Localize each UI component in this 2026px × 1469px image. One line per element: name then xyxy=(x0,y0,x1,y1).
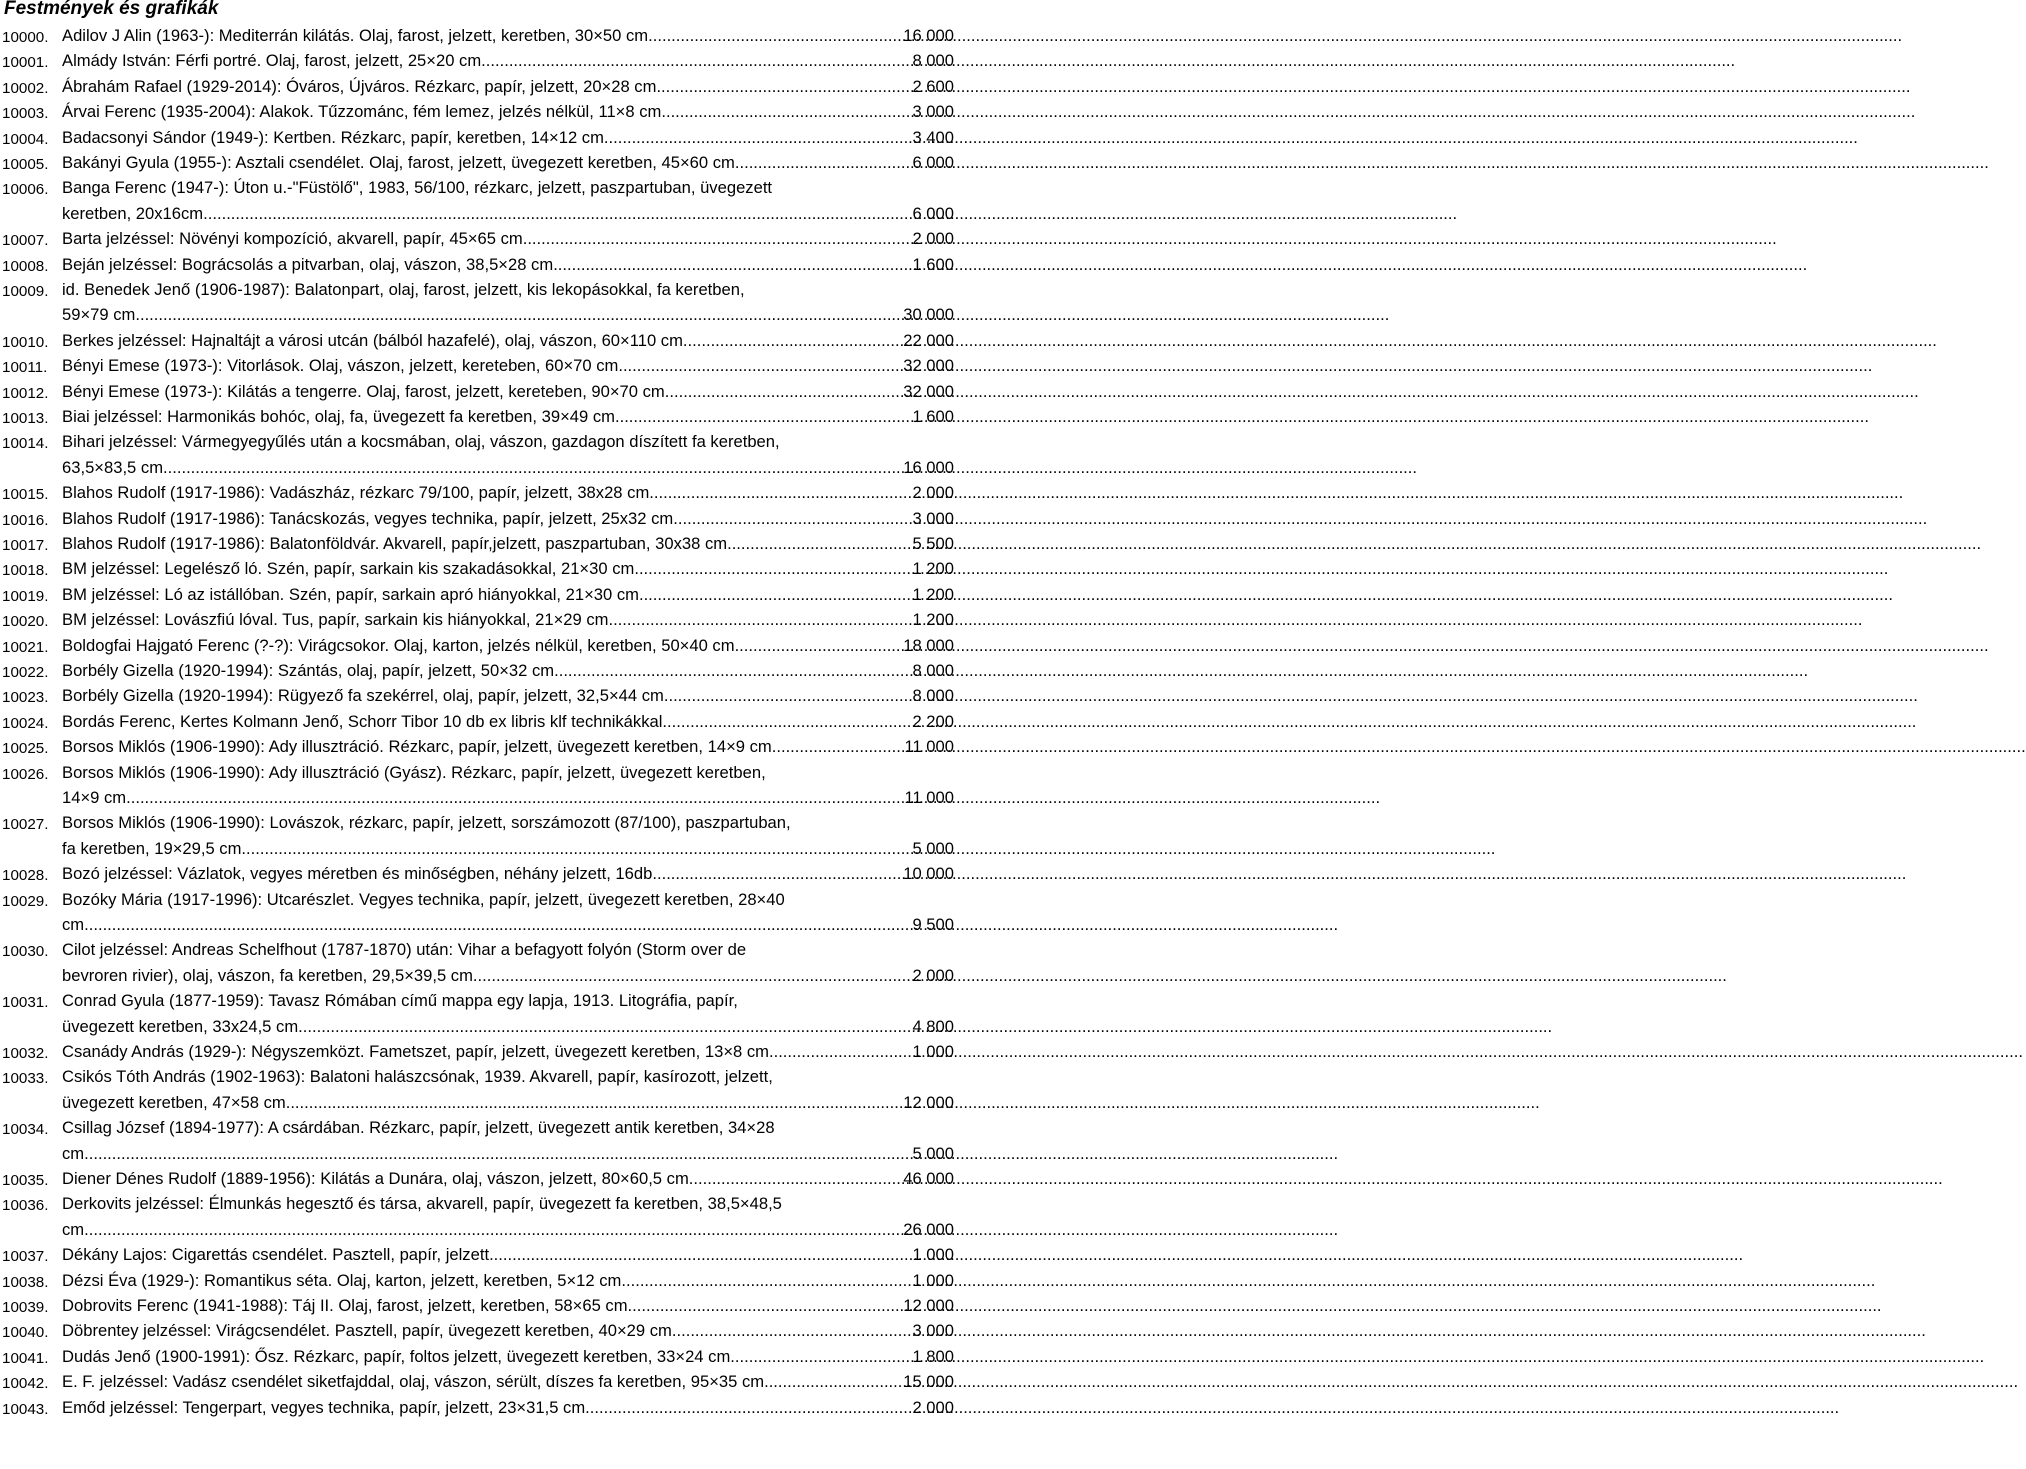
description-text: Ábrahám Rafael (1929-2014): Óváros, Újváros. Rézkarc, papír, jelzett, 20×28 cm xyxy=(62,76,657,96)
description-text: BM jelzéssel: Legelésző ló. Szén, papír, sarkain kis szakadásokkal, 21×30 cm xyxy=(62,559,635,579)
dot-leader xyxy=(735,152,913,175)
lot-number: 10012. xyxy=(2,384,49,402)
dot-leader xyxy=(727,533,912,556)
lot-number: 10017. xyxy=(2,537,49,554)
lot-number: 10041. xyxy=(2,1349,49,1367)
lot-price: 30 000 xyxy=(903,305,954,325)
dot-leader xyxy=(689,1168,903,1191)
lot-price: 15 000 xyxy=(903,1372,954,1392)
lot-description xyxy=(62,127,954,152)
lot-number: 10004. xyxy=(2,130,49,148)
dot-leader xyxy=(203,203,912,226)
lot-number: 10002. xyxy=(2,79,49,97)
lot-description xyxy=(62,584,954,609)
dot-leader xyxy=(481,50,912,73)
lot-description xyxy=(62,50,954,75)
dot-leader xyxy=(628,1295,904,1318)
dot-leader xyxy=(735,635,904,658)
lot-description xyxy=(62,711,954,736)
lot-price: 1 600 xyxy=(912,407,954,426)
lot-number: 10025. xyxy=(2,740,49,758)
lot-number: 10014. xyxy=(2,435,49,453)
dot-leader xyxy=(241,838,912,861)
lot-description xyxy=(62,279,954,330)
description-text: keretben, 20x16cm xyxy=(62,203,204,223)
lot-description xyxy=(62,1320,954,1345)
lot-price: 1 200 xyxy=(912,559,954,579)
lot-description xyxy=(62,177,954,228)
description-line: Bihari jelzéssel: Vármegyegyűlés után a kocsmában, olaj, vászon, gazdagon díszített fa keretben, xyxy=(62,432,780,452)
description-line: Bozóky Mária (1917-1996): Utcarészlet. Vegyes technika, papír, jelzett, üvegezett keretben, 28×40 xyxy=(62,889,785,909)
lot-description xyxy=(62,609,954,634)
lot-price: 6 000 xyxy=(912,203,954,223)
dot-leader xyxy=(604,127,913,150)
description-text: BM jelzéssel: Ló az istállóban. Szén, papír, sarkain apró hiányokkal, 21×30 cm xyxy=(62,584,639,604)
lot-price: 8 000 xyxy=(912,51,954,71)
lot-price: 1 200 xyxy=(912,610,954,630)
dot-leader xyxy=(665,381,903,404)
description-text: Dékány Lajos: Cigarettás csendélet. Pasztell, papír, jelzett xyxy=(62,1245,490,1265)
dot-leader xyxy=(615,406,913,429)
description-text: Biai jelzéssel: Harmonikás bohóc, olaj, fa, üvegezett fa keretben, 39×49 cm xyxy=(62,407,615,426)
description-text: üvegezett keretben, 47×58 cm xyxy=(62,1092,286,1112)
lot-number: 10016. xyxy=(2,511,49,529)
lot-price: 1 200 xyxy=(912,584,954,604)
lot-number: 10032. xyxy=(2,1045,49,1062)
dot-leader xyxy=(618,355,903,378)
dot-leader xyxy=(473,965,913,988)
lot-number: 10020. xyxy=(2,613,49,631)
description-text: cm xyxy=(62,1219,85,1239)
lot-description xyxy=(62,330,954,355)
description-text: Bakányi Gyula (1955-): Asztali csendélet. Olaj, farost, jelzett, üvegezett keretben, 45×60 cm xyxy=(62,153,735,172)
lot-number: 10037. xyxy=(2,1248,49,1266)
lot-price: 4 800 xyxy=(912,1016,954,1036)
lot-price: 3 000 xyxy=(912,1321,954,1341)
description-text: üvegezett keretben, 33x24,5 cm xyxy=(62,1016,299,1036)
lot-description xyxy=(62,76,954,101)
lot-price: 12 000 xyxy=(903,1296,954,1315)
lot-price: 2 000 xyxy=(912,229,954,249)
description-text: Blahos Rudolf (1917-1986): Balatonföldvár. Akvarell, papír,jelzett, paszpartuban, 30x38 cm xyxy=(62,534,728,553)
description-text: Bozó jelzéssel: Vázlatok, vegyes méretben és minőségben, néhány jelzett, 16db xyxy=(62,864,653,884)
lot-price: 46 000 xyxy=(903,1169,954,1188)
lot-price: 5 000 xyxy=(912,838,954,858)
lot-price: 1 000 xyxy=(912,1270,954,1290)
lot-description xyxy=(62,990,954,1041)
lot-number: 10022. xyxy=(2,664,49,681)
description-text: Beján jelzéssel: Bográcsolás a pitvarban, olaj, vászon, 38,5×28 cm xyxy=(62,254,554,274)
lot-price: 3 000 xyxy=(912,102,954,122)
lot-number: 10033. xyxy=(2,1070,49,1088)
dot-leader xyxy=(634,558,912,581)
lot-number: 10000. xyxy=(2,29,49,46)
dot-leader xyxy=(298,1016,912,1039)
dot-leader xyxy=(489,1244,912,1267)
lot-price: 1 000 xyxy=(912,1042,954,1061)
lot-price: 3 000 xyxy=(912,508,954,528)
lot-number: 10036. xyxy=(2,1197,49,1215)
lot-number: 10006. xyxy=(2,181,49,199)
lot-number: 10028. xyxy=(2,867,49,885)
lot-price: 3 400 xyxy=(912,127,954,147)
description-text: BM jelzéssel: Lovászfiú lóval. Tus, papír, sarkain kis hiányokkal, 21×29 cm xyxy=(62,610,609,630)
dot-leader xyxy=(84,1219,903,1242)
lot-price: 16 000 xyxy=(903,457,954,477)
dot-leader xyxy=(652,863,903,886)
lot-number: 10027. xyxy=(2,816,49,834)
description-line: Borsos Miklós (1906-1990): Lovászok, rézkarc, papír, jelzett, sorszámozott (87/100), paszpartuban, xyxy=(62,813,791,833)
lot-number: 10035. xyxy=(2,1172,49,1189)
dot-leader xyxy=(621,1270,912,1293)
description-text: Bényi Emese (1973-): Vitorlások. Olaj, vászon, jelzett, kereteben, 60×70 cm xyxy=(62,356,619,376)
description-text: Döbrentey jelzéssel: Virágcsendélet. Pasztell, papír, üvegezett keretben, 40×29 cm xyxy=(62,1321,672,1341)
lot-price: 5 500 xyxy=(912,534,954,553)
lot-number: 10031. xyxy=(2,994,49,1012)
lot-description xyxy=(62,635,954,660)
lot-description xyxy=(62,25,954,50)
lot-description xyxy=(62,101,954,126)
lot-description xyxy=(62,254,954,279)
lot-description xyxy=(62,736,954,761)
lot-number: 10040. xyxy=(2,1324,49,1342)
dot-leader xyxy=(286,1092,904,1115)
lot-price: 8 000 xyxy=(912,686,954,706)
dot-leader xyxy=(656,76,912,99)
description-text: 14×9 cm xyxy=(62,787,127,807)
description-text: Blahos Rudolf (1917-1986): Tanácskozás, vegyes technika, papír, jelzett, 25x32 cm xyxy=(62,508,674,528)
lot-description xyxy=(62,812,954,863)
lot-number: 10001. xyxy=(2,54,49,72)
lot-number: 10042. xyxy=(2,1375,49,1393)
description-text: Csanády András (1929-): Négyszemközt. Fametszet, papír, jelzett, üvegezett keretben, 13×8 cm xyxy=(62,1042,769,1061)
lot-price: 32 000 xyxy=(903,356,954,376)
lot-price: 1 000 xyxy=(912,1245,954,1265)
lot-number: 10038. xyxy=(2,1273,49,1291)
lot-number: 10018. xyxy=(2,562,49,580)
lot-price: 2 000 xyxy=(912,965,954,985)
dot-leader xyxy=(662,711,912,734)
lot-price: 1 600 xyxy=(912,254,954,274)
description-line: Banga Ferenc (1947-): Úton u.-"Füstölő", 1983, 56/100, rézkarc, jelzett, paszpartuban, üvegezett xyxy=(62,178,773,198)
lot-description xyxy=(62,355,954,380)
lot-description xyxy=(62,660,954,685)
lot-price: 16 000 xyxy=(903,26,954,45)
lot-number: 10009. xyxy=(2,283,49,300)
page-title: Festmények és grafikák xyxy=(4,0,219,19)
lot-description xyxy=(62,1371,954,1396)
dot-leader xyxy=(163,457,903,480)
lot-description xyxy=(62,1193,954,1244)
lot-description xyxy=(62,863,954,888)
description-line: Conrad Gyula (1877-1959): Tavasz Rómában című mappa egy lapja, 1913. Litográfia, papír, xyxy=(62,991,738,1011)
description-text: Borbély Gizella (1920-1994): Szántás, olaj, papír, jelzett, 50×32 cm xyxy=(62,661,555,680)
dot-leader xyxy=(772,736,905,759)
lot-price: 22 000 xyxy=(903,330,954,350)
lot-description xyxy=(62,1168,954,1193)
lot-price: 2 200 xyxy=(912,711,954,731)
description-text: Borbély Gizella (1920-1994): Rügyező fa szekérrel, olaj, papír, jelzett, 32,5×44 cm xyxy=(62,686,664,706)
description-text: Diener Dénes Rudolf (1889-1956): Kilátás a Dunára, olaj, vászon, jelzett, 80×60,5 cm xyxy=(62,1169,689,1188)
lot-description xyxy=(62,1295,954,1320)
lot-number: 10015. xyxy=(2,486,49,504)
lot-number: 10023. xyxy=(2,689,49,707)
description-text: Borsos Miklós (1906-1990): Ady illusztráció. Rézkarc, papír, jelzett, üvegezett keretben, 14×9 cm xyxy=(62,737,772,757)
description-line: Derkovits jelzéssel: Élmunkás hegesztő és társa, akvarell, papír, üvegezett fa keretben, 38,5×48,5 xyxy=(62,1194,782,1214)
description-text: E. F. jelzéssel: Vadász csendélet siketfajddal, olaj, vászon, sérült, díszes fa keretben, 95×35 cm xyxy=(62,1372,765,1392)
lot-price: 2 000 xyxy=(912,483,954,503)
description-line: Csillag József (1894-1977): A csárdában. Rézkarc, papír, jelzett, üvegezett antik keretben, 34×28 xyxy=(62,1118,775,1138)
lot-number: 10007. xyxy=(2,232,49,250)
lot-price: 1 800 xyxy=(912,1346,954,1366)
description-text: Almády István: Férfi portré. Olaj, farost, jelzett, 25×20 cm xyxy=(62,51,482,71)
description-text: Emőd jelzéssel: Tengerpart, vegyes technika, papír, jelzett, 23×31,5 cm xyxy=(62,1397,586,1417)
lot-price: 9 500 xyxy=(912,914,954,934)
lot-description xyxy=(62,1244,954,1269)
lot-description xyxy=(62,1041,954,1066)
lot-description xyxy=(62,939,954,990)
description-text: Bordás Ferenc, Kertes Kolmann Jenő, Schorr Tibor 10 db ex libris klf technikákkal xyxy=(62,711,663,731)
lot-number: 10003. xyxy=(2,105,49,123)
lot-description xyxy=(62,406,954,431)
dot-leader xyxy=(764,1371,903,1394)
lot-number: 10034. xyxy=(2,1121,49,1139)
lot-description xyxy=(62,508,954,533)
description-text: Dudás Jenő (1900-1991): Ősz. Rézkarc, papír, foltos jelzett, üvegezett keretben, 33×24 cm xyxy=(62,1346,731,1366)
lot-description xyxy=(62,762,954,813)
dot-leader xyxy=(639,584,913,607)
dot-leader xyxy=(135,304,903,327)
lot-description xyxy=(62,431,954,482)
lot-description xyxy=(62,889,954,940)
description-text: Berkes jelzéssel: Hajnaltájt a városi utcán (bálból hazafelé), olaj, vászon, 60×110 cm xyxy=(62,330,683,350)
lot-number: 10010. xyxy=(2,333,49,351)
lot-number: 10030. xyxy=(2,943,49,961)
description-text: bevroren rivier), olaj, vászon, fa keretben, 29,5×39,5 cm xyxy=(62,965,473,985)
dot-leader xyxy=(585,1397,912,1420)
lot-number: 10005. xyxy=(2,156,49,173)
lot-description xyxy=(62,1066,954,1117)
dot-leader xyxy=(672,1320,913,1343)
description-text: Árvai Ferenc (1935-2004): Alakok. Tűzzománc, fém lemez, jelzés nélkül, 11×8 cm xyxy=(62,102,662,122)
description-text: 59×79 cm xyxy=(62,305,136,325)
dot-leader xyxy=(673,508,912,531)
lot-price: 5 000 xyxy=(912,1143,954,1163)
dot-leader xyxy=(554,660,912,683)
dot-leader xyxy=(84,1143,912,1166)
lot-number: 10029. xyxy=(2,892,49,910)
description-text: Badacsonyi Sándor (1949-): Kertben. Rézkarc, papír, keretben, 14×12 cm xyxy=(62,127,604,147)
description-text: Adilov J Alin (1963-): Mediterrán kilátás. Olaj, farost, jelzett, keretben, 30×50 cm xyxy=(62,26,649,45)
dot-leader xyxy=(126,787,904,810)
description-text: Blahos Rudolf (1917-1986): Vadászház, rézkarc 79/100, papír, jelzett, 38x28 cm xyxy=(62,483,650,503)
lot-description xyxy=(62,685,954,710)
lot-price: 2 600 xyxy=(912,76,954,96)
lot-number: 10024. xyxy=(2,714,49,732)
description-text: Barta jelzéssel: Növényi kompozíció, akvarell, papír, 45×65 cm xyxy=(62,229,523,249)
lot-description xyxy=(62,1397,954,1422)
lot-number: 10013. xyxy=(2,410,49,427)
lot-description xyxy=(62,1346,954,1371)
description-line: id. Benedek Jenő (1906-1987): Balatonpart, olaj, farost, jelzett, kis lekopásokkal, fa keretben, xyxy=(62,280,745,299)
lot-price: 6 000 xyxy=(912,153,954,172)
lot-price: 18 000 xyxy=(903,635,954,655)
dot-leader xyxy=(661,101,912,124)
description-text: Dobrovits Ferenc (1941-1988): Táj II. Olaj, farost, jelzett, keretben, 58×65 cm xyxy=(62,1296,628,1315)
dot-leader xyxy=(523,228,913,251)
lot-description xyxy=(62,228,954,253)
description-text: Bényi Emese (1973-): Kilátás a tengerre. Olaj, farost, jelzett, kereteben, 90×70 cm xyxy=(62,381,665,401)
lot-number: 10019. xyxy=(2,587,49,605)
lot-description xyxy=(62,1270,954,1295)
lot-price: 12 000 xyxy=(903,1092,954,1112)
dot-leader xyxy=(769,1041,913,1064)
dot-leader xyxy=(683,330,903,353)
description-text: Boldogfai Hajgató Ferenc (?-?): Virágcsokor. Olaj, karton, jelzés nélkül, keretben, 50×40 cm xyxy=(62,635,735,655)
lot-number: 10011. xyxy=(2,359,48,377)
lot-description xyxy=(62,558,954,583)
lot-description xyxy=(62,1117,954,1168)
dot-leader xyxy=(649,482,912,505)
lot-number: 10021. xyxy=(2,638,49,656)
dot-leader xyxy=(553,254,912,277)
description-line: Cilot jelzéssel: Andreas Schelfhout (1787-1870) után: Vihar a befagyott folyón (Storm over de xyxy=(62,940,747,960)
description-text: 63,5×83,5 cm xyxy=(62,457,164,477)
lot-price: 11 000 xyxy=(904,787,954,807)
lot-number: 10026. xyxy=(2,765,49,783)
description-line: Borsos Miklós (1906-1990): Ady illusztráció (Gyász). Rézkarc, papír, jelzett, üvegezett keretben, xyxy=(62,762,766,782)
dot-leader xyxy=(608,609,912,632)
lot-number: 10008. xyxy=(2,257,49,275)
dot-leader xyxy=(664,685,913,708)
description-line: Csikós Tóth András (1902-1963): Balatoni halászcsónak, 1939. Akvarell, papír, kasírozott, jelzett, xyxy=(62,1067,773,1087)
lot-price: 26 000 xyxy=(903,1219,954,1239)
lot-price: 32 000 xyxy=(903,381,954,401)
lot-number: 10039. xyxy=(2,1299,49,1316)
dot-leader xyxy=(648,25,903,48)
description-text: fa keretben, 19×29,5 cm xyxy=(62,838,242,858)
dot-leader xyxy=(84,914,912,937)
dot-leader xyxy=(730,1346,912,1369)
lot-price: 2 000 xyxy=(912,1397,954,1417)
lot-price: 8 000 xyxy=(912,661,954,680)
lot-description xyxy=(62,381,954,406)
lot-price: 10 000 xyxy=(903,864,954,884)
lot-description xyxy=(62,533,954,558)
description-text: Dézsi Éva (1929-): Romantikus séta. Olaj, karton, jelzett, keretben, 5×12 cm xyxy=(62,1270,622,1290)
description-text: cm xyxy=(62,914,85,934)
lot-description xyxy=(62,482,954,507)
lot-description xyxy=(62,152,954,177)
lot-price: 11 000 xyxy=(904,737,954,757)
lot-number: 10043. xyxy=(2,1400,49,1418)
description-text: cm xyxy=(62,1143,85,1163)
